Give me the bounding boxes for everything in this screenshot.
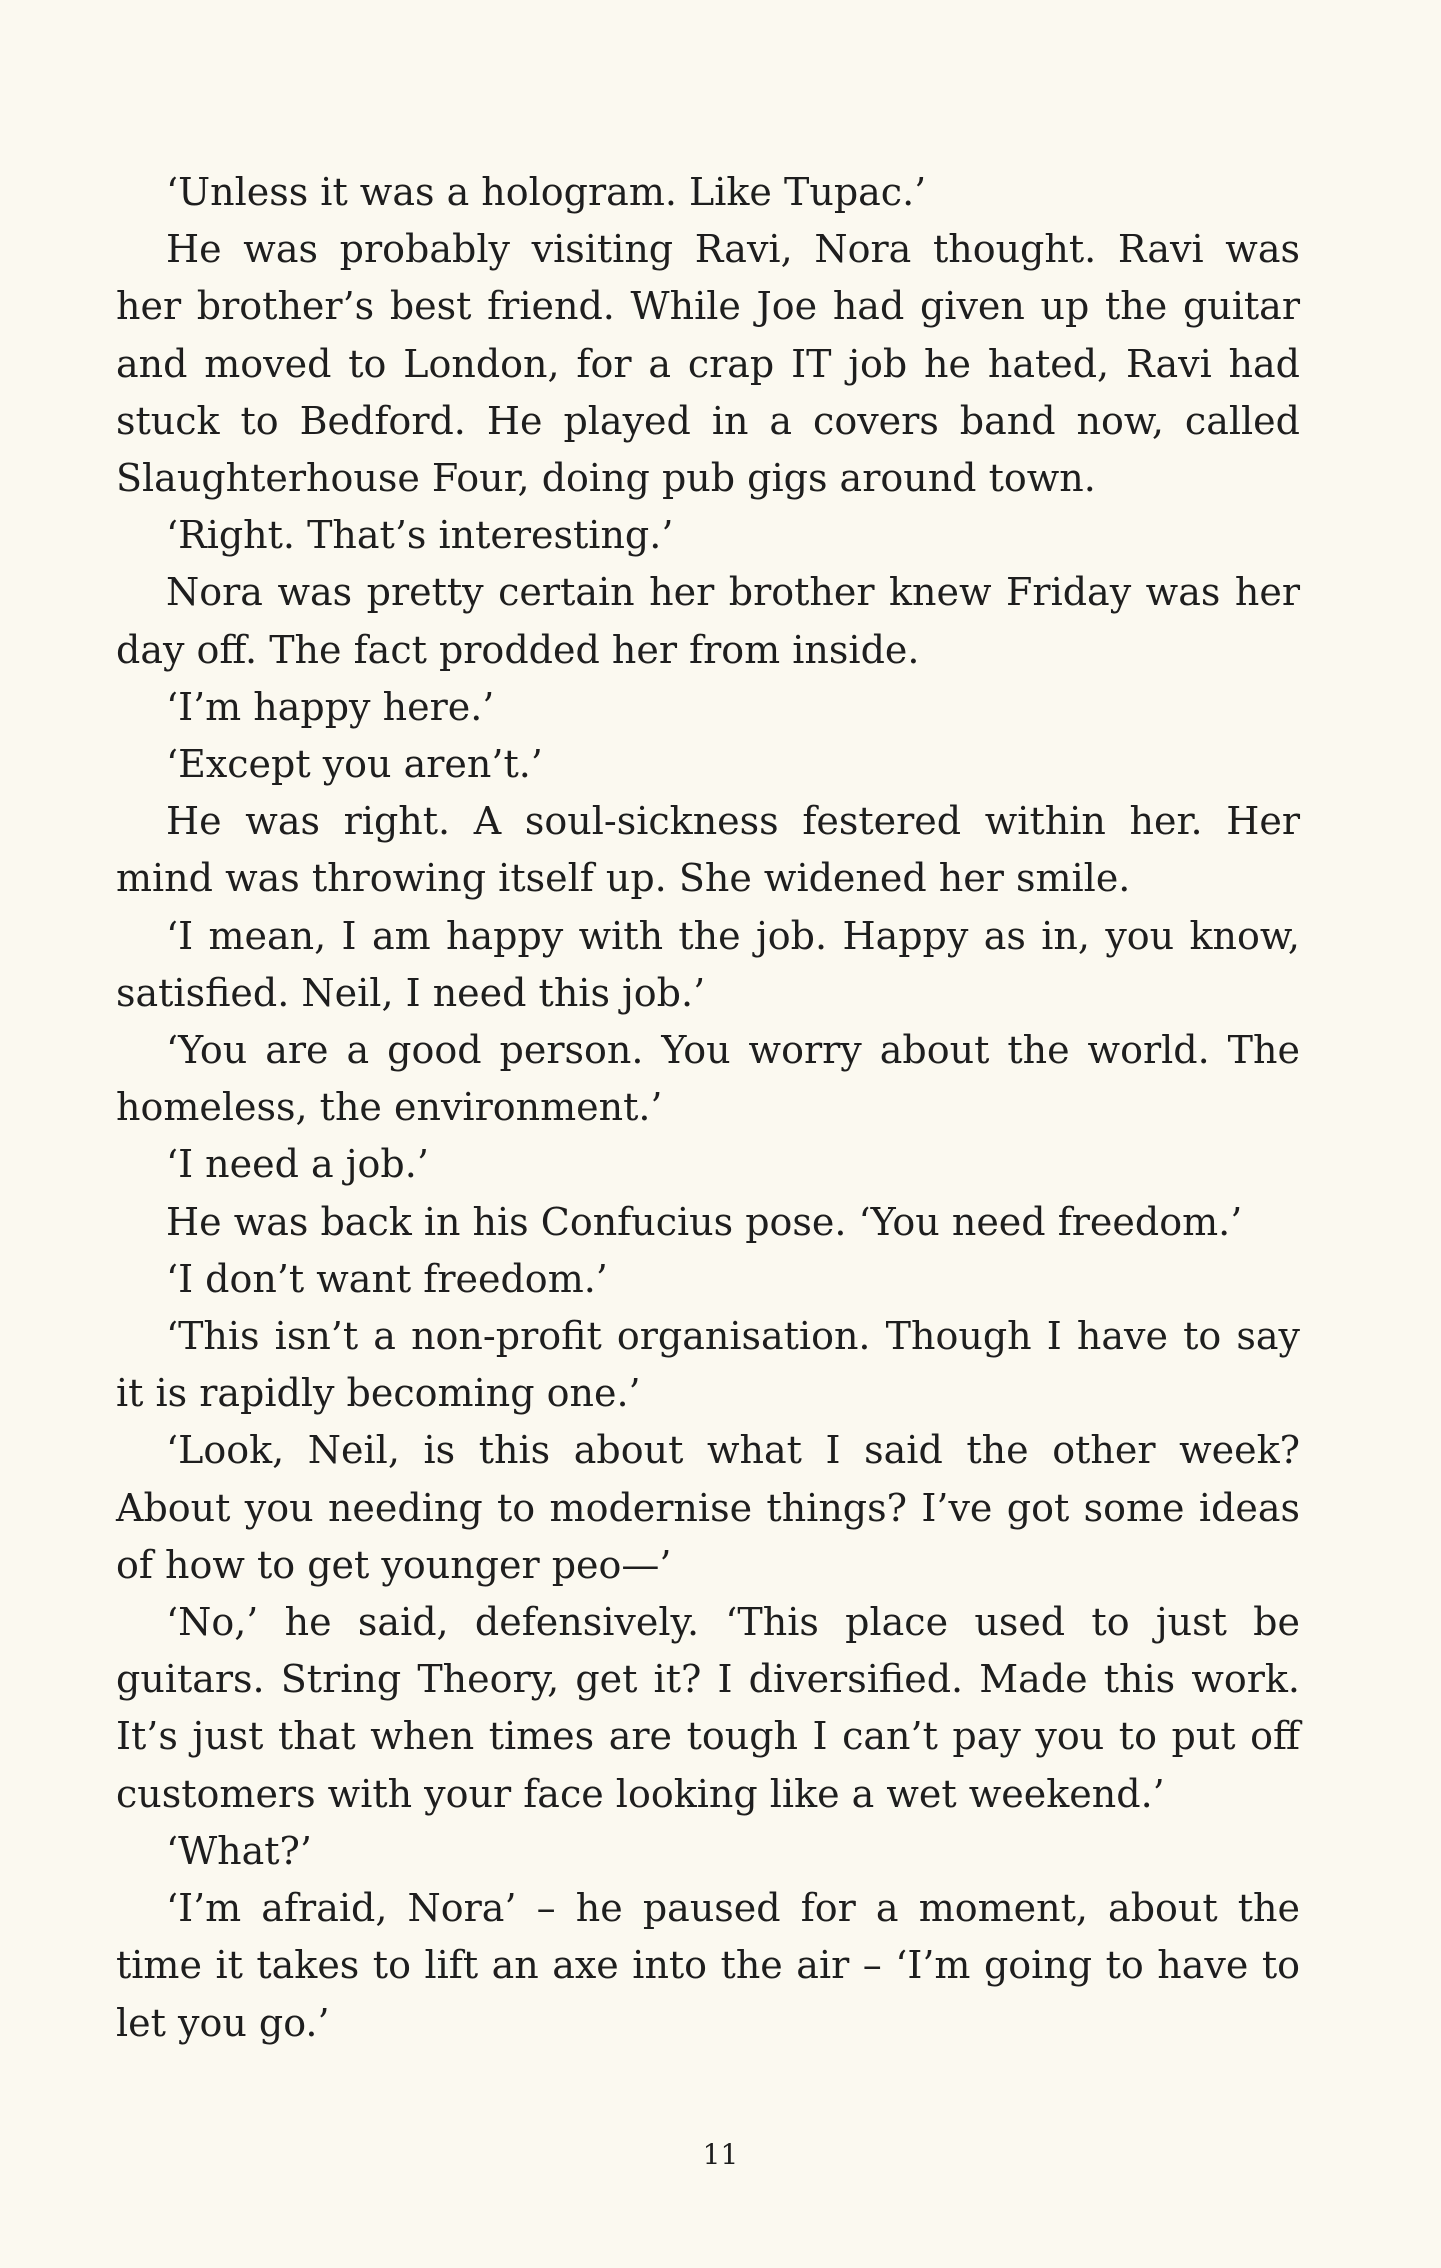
paragraph-17: ‘I’m afraid, Nora’ – he paused for a moment, about the time it takes to lift an axe into the air – ‘I’m going to have to let you go.’ xyxy=(116,1886,1300,2045)
paragraph-8: ‘I mean, I am happy with the job. Happy as in, you know, satisfied. Neil, I need this job.’ xyxy=(116,913,1300,1015)
paragraph-5: ‘I’m happy here.’ xyxy=(166,684,495,729)
paragraph-14: ‘Look, Neil, is this about what I said the other week? About you needing to modernise things? I’ve got some ideas of how to get younger peo—’ xyxy=(116,1428,1300,1587)
paragraph-1: ‘Unless it was a hologram. Like Tupac.’ xyxy=(166,170,927,214)
paragraph-7: He was right. A soul-sickness festered within her. Her mind was throwing itself up. She widened her smile. xyxy=(116,799,1300,901)
paragraph-10: ‘I need a job.’ xyxy=(166,1142,429,1187)
paragraph-6: ‘Except you aren’t.’ xyxy=(166,742,543,787)
paragraph-11: He was back in his Confucius pose. ‘You need freedom.’ xyxy=(166,1199,1243,1244)
paragraph-2: He was probably visiting Ravi, Nora thought. Ravi was her brother’s best friend. While Joe had given up the guitar and moved to London, for a crap IT job he hated, Ravi had stuck to Bedford. He played in a covers band now, called Slaughterhouse Four, doing pub gigs around town. xyxy=(116,227,1300,501)
page-number: 11 xyxy=(702,2138,739,2171)
paragraph-13: ‘This isn’t a non-profit organisation. Though I have to say it is rapidly becoming one.’ xyxy=(116,1314,1300,1416)
body-text xyxy=(116,164,1300,2052)
paragraph-16: ‘What?’ xyxy=(166,1828,312,1873)
paragraph-12: ‘I don’t want freedom.’ xyxy=(166,1256,608,1301)
paragraph-15: ‘No,’ he said, defensively. ‘This place used to just be guitars. String Theory, get it? I diversified. Made this work. It’s just that when times are tough I can’t pay you to put off customers with your face looking like a wet weekend.’ xyxy=(116,1600,1300,1816)
paragraph-4: Nora was pretty certain her brother knew Friday was her day off. The fact prodded her from inside. xyxy=(116,570,1300,672)
paragraph-3: ‘Right. That’s interesting.’ xyxy=(166,513,674,558)
paragraph-9: ‘You are a good person. You worry about the world. The homeless, the environment.’ xyxy=(116,1028,1300,1130)
